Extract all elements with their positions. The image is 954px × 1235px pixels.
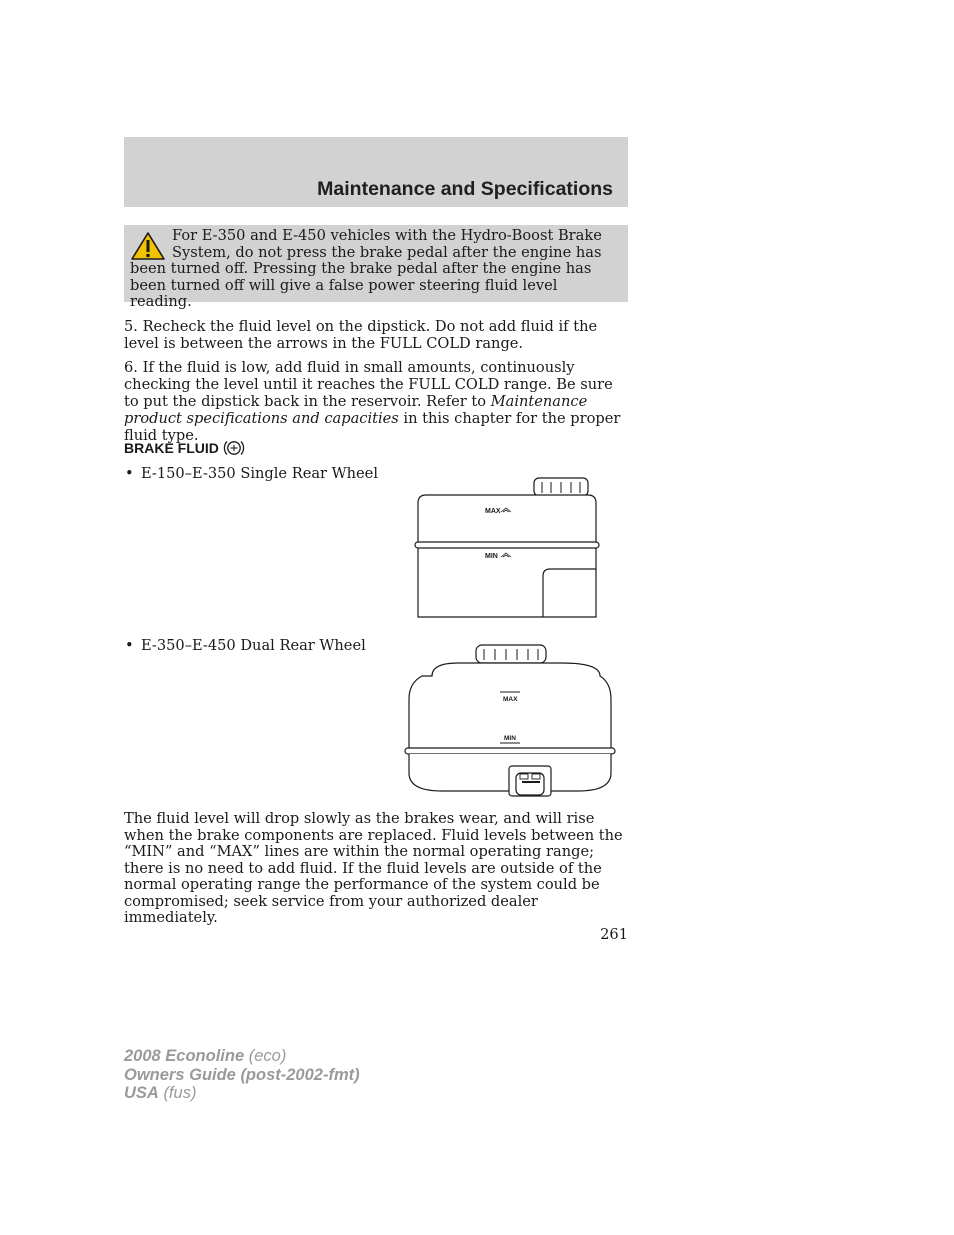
footer-model-code: (eco) (248, 1047, 287, 1065)
min-label: MIN (485, 553, 498, 560)
reservoir-dual-rear-text: E-350–E-450 Dual Rear Wheel (141, 637, 366, 654)
header-band (124, 137, 628, 207)
warning-text: For E-350 and E-450 vehicles with the Hydro-Boost Brake System, do not press the brake pedal after the engine has been turned off. Pressing the brake pedal after the engine has been turned off will give a false power steering fluid level reading. (130, 227, 602, 310)
step-5-paragraph: 5. Recheck the fluid level on the dipstick. Do not add fluid if the level is between the arrows in the FULL COLD range. (124, 318, 598, 352)
footer-line-2 (124, 1066, 360, 1085)
bullet-dot: • (125, 465, 134, 482)
footer-guide: Owners Guide (post-2002-fmt) (124, 1065, 360, 1084)
footer-line-1 (124, 1047, 360, 1066)
page-title: Maintenance and Specifications (317, 178, 613, 200)
step-6-paragraph (124, 359, 630, 444)
max-label: MAX (485, 508, 501, 515)
brake-fluid-heading-label: BRAKE FLUID (124, 440, 219, 456)
footer (124, 1047, 360, 1103)
step-6-text-end: in this chapter for the proper fluid type. (124, 410, 621, 444)
single-rear-wheel-reservoir-illustration (410, 474, 606, 622)
footer-market-code: (fus) (163, 1084, 197, 1102)
bullet-dot: • (125, 637, 134, 654)
footer-model: 2008 Econoline (124, 1047, 245, 1065)
dual-rear-wheel-reservoir-illustration (402, 643, 618, 801)
brake-fluid-heading (124, 438, 245, 458)
min-label: MIN (504, 735, 516, 742)
warning-triangle-icon (130, 231, 166, 261)
reservoir-single-rear-label (125, 465, 378, 482)
brake-fluid-symbol-icon (223, 438, 245, 458)
closing-paragraph: The fluid level will drop slowly as the brakes wear, and will rise when the brake components are replaced. Fluid levels between the “MIN” and “MAX” lines are within the normal operating range; there is no need to add fluid. If the fluid levels are outside of the normal operating range the performance of the system could be compromised; seek service from your authorized dealer immediately. (124, 810, 623, 926)
page-number: 261 (600, 926, 628, 943)
step-6-text: 6. If the fluid is low, add fluid in small amounts, continuously checking the level until it reaches the FULL COLD range. Be sure to put the dipstick back in the reservoir. Refer to (124, 359, 613, 410)
warning-box (124, 225, 628, 310)
cross-reference-link: Maintenance product specifications and capacities (124, 393, 588, 427)
reservoir-single-rear-text: E-150–E-350 Single Rear Wheel (141, 465, 378, 482)
max-label: MAX (503, 696, 518, 703)
reservoir-dual-rear-label (125, 637, 366, 654)
footer-market: USA (124, 1084, 159, 1102)
footer-line-3 (124, 1084, 360, 1103)
